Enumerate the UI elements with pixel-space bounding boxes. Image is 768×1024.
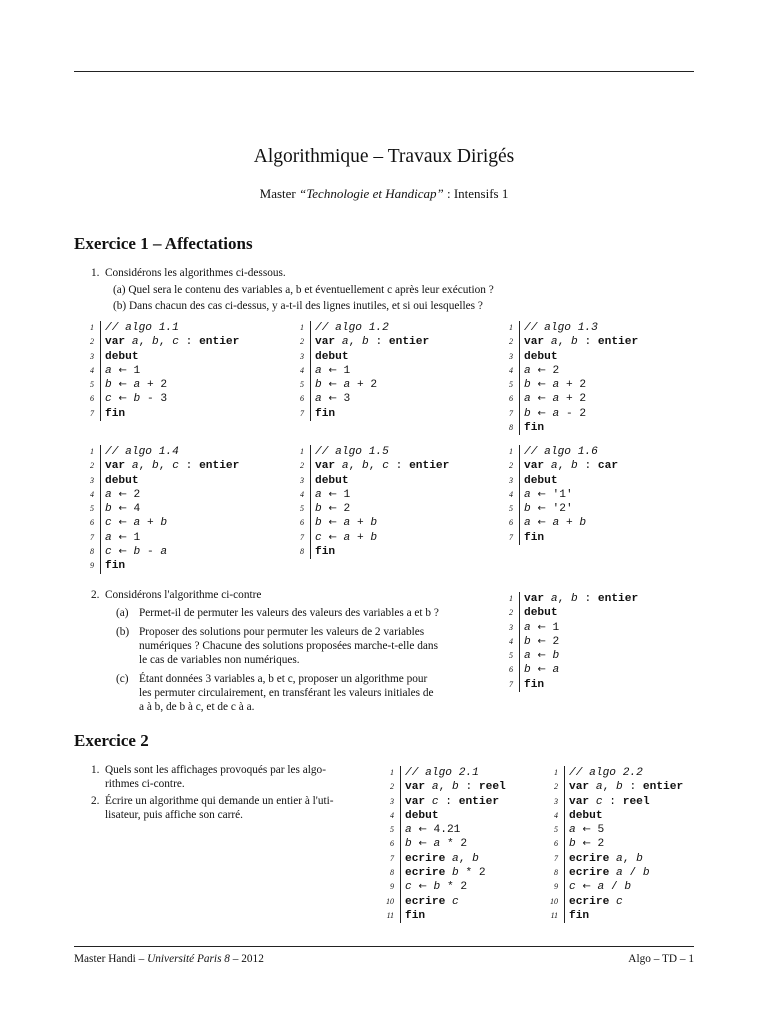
line-number: 2: [390, 782, 394, 792]
code-text: debut: [105, 350, 139, 363]
code-text: b ← 2: [569, 838, 605, 851]
code-text: var a, b : entier: [569, 781, 684, 794]
code-text: fin: [315, 407, 336, 420]
q2c-line-1: Étant données 3 variables a, b et c, proposer un algorithme pour: [139, 673, 428, 685]
q2c-line-2: les permuter circulairement, en transférant les valeurs initiales de: [139, 687, 434, 699]
code-text: ecrire c: [569, 895, 623, 908]
code-text: // algo 1.5: [315, 446, 389, 458]
line-number: 5: [90, 504, 94, 514]
line-number: 1: [90, 447, 94, 456]
exercise-1-heading: Exercice 1 – Affectations: [74, 234, 253, 253]
code-text: // algo 1.1: [105, 322, 179, 334]
q1-number: 1.: [91, 267, 100, 279]
line-number: 4: [509, 365, 513, 375]
line-number: 3: [390, 796, 394, 806]
code-text: var a, b : entier: [524, 593, 639, 605]
page-subtitle: Master “Technologie et Handicap” : Intensifs 1: [259, 186, 509, 201]
code-text: debut: [105, 474, 139, 487]
code-text: a ← 4.21: [405, 824, 461, 837]
listing-bar: [519, 321, 520, 435]
code-text: a ← 1: [105, 531, 141, 544]
ex2-q1-line-2: rithmes ci-contre.: [105, 778, 185, 790]
code-text: // algo 1.2: [315, 322, 389, 334]
line-number: 4: [509, 636, 513, 646]
line-number: 5: [554, 825, 558, 835]
line-number: 3: [509, 475, 513, 485]
code-text: var a, b, c : entier: [105, 336, 240, 349]
code-text: fin: [315, 546, 336, 559]
code-text: a ← 2: [524, 364, 560, 377]
ex2-q1-line-1: Quels sont les affichages provoqués par les algo-: [105, 764, 326, 776]
line-number: 6: [300, 518, 304, 528]
code-text: b ← '2': [524, 503, 573, 516]
code-text: debut: [569, 809, 603, 822]
code-text: var c : reel: [569, 795, 650, 808]
q2a-label: (a): [116, 607, 129, 619]
line-number: 7: [509, 679, 513, 689]
q2a-text: Permet-il de permuter les valeurs des valeurs des variables a et b ?: [139, 607, 439, 619]
code-text: c ← a + b: [105, 517, 168, 530]
code-text: ecrire b * 2: [405, 867, 486, 880]
line-number: 3: [554, 796, 558, 806]
code-text: ecrire a / b: [569, 867, 650, 880]
listing-bar: [100, 445, 101, 574]
code-text: debut: [315, 474, 349, 487]
code-text: b ← a: [524, 664, 560, 677]
code-text: var a, b : car: [524, 460, 619, 473]
code-text: b ← a + 2: [105, 379, 168, 392]
footer-right: Algo – TD – 1: [628, 953, 694, 965]
line-number: 2: [554, 782, 558, 792]
code-text: c ← b - 3: [105, 393, 168, 406]
code-text: var a, b : entier: [524, 336, 639, 349]
q1-text: Considérons les algorithmes ci-dessous.: [105, 267, 286, 279]
line-number: 5: [90, 380, 94, 390]
code-text: // algo 1.3: [524, 322, 598, 334]
code-text: ecrire a, b: [569, 852, 643, 865]
code-text: c ← b * 2: [405, 881, 468, 894]
code-text: fin: [524, 531, 545, 544]
line-number: 9: [90, 561, 94, 571]
line-number: 8: [554, 868, 558, 878]
code-text: a ← 1: [524, 621, 560, 634]
code-text: // algo 2.1: [405, 767, 479, 779]
line-number: 9: [390, 882, 394, 892]
line-number: 7: [90, 408, 94, 418]
line-number: 2: [300, 337, 304, 347]
ex2-q2-line-1: Écrire un algorithme qui demande un entier à l'uti-: [105, 795, 334, 807]
line-number: 7: [390, 853, 394, 863]
code-text: // algo 1.6: [524, 446, 598, 458]
listing-bar: [100, 321, 101, 421]
listing-bar: [400, 766, 401, 923]
line-number: 6: [554, 839, 558, 849]
q1a-text: (a) Quel sera le contenu des variables a, b et éventuellement c après leur exécution ?: [113, 284, 494, 296]
code-text: a ← 1: [105, 364, 141, 377]
code-text: // algo 1.4: [105, 446, 179, 458]
code-text: fin: [405, 909, 426, 922]
q2-text: Considérons l'algorithme ci-contre: [105, 589, 262, 601]
code-text: a ← a + 2: [524, 393, 587, 406]
code-text: var a, b, c : entier: [105, 460, 240, 473]
q2-number: 2.: [91, 589, 100, 601]
ex2-q2-number: 2.: [91, 795, 100, 807]
code-text: b ← 2: [315, 503, 351, 516]
code-text: fin: [524, 678, 545, 691]
line-number: 6: [509, 665, 513, 675]
line-number: 7: [300, 408, 304, 418]
code-text: a ← 1: [315, 364, 351, 377]
code-text: a ← 3: [315, 393, 351, 406]
code-text: b ← 4: [105, 503, 141, 516]
q2c-label: (c): [116, 673, 129, 685]
code-text: ecrire a, b: [405, 852, 479, 865]
line-number: 6: [90, 394, 94, 404]
ex2-q2-line-2: lisateur, puis affiche son carré.: [105, 809, 243, 821]
code-text: ecrire c: [405, 895, 459, 908]
listing-bar: [519, 592, 520, 692]
top-rule: [74, 71, 694, 72]
line-number: 3: [509, 622, 513, 632]
line-number: 7: [554, 853, 558, 863]
page-title: Algorithmique – Travaux Dirigés: [253, 146, 515, 167]
line-number: 2: [300, 461, 304, 471]
code-text: var a, b : entier: [315, 336, 430, 349]
line-number: 2: [90, 461, 94, 471]
line-number: 7: [90, 532, 94, 542]
code-text: c ← b - a: [105, 546, 168, 559]
line-number: 5: [509, 380, 513, 390]
line-number: 11: [386, 910, 394, 920]
code-text: b ← a + b: [315, 517, 378, 530]
code-text: b ← a + 2: [524, 379, 587, 392]
exercise-2-heading: Exercice 2: [74, 731, 149, 750]
code-text: var a, b : reel: [405, 781, 506, 794]
line-number: 1: [390, 768, 394, 777]
line-number: 5: [300, 380, 304, 390]
code-text: debut: [524, 607, 558, 620]
footer-rule: [74, 946, 694, 947]
line-number: 8: [300, 547, 304, 557]
line-number: 8: [509, 423, 513, 433]
line-number: 1: [509, 447, 513, 456]
line-number: 4: [90, 489, 94, 499]
line-number: 8: [90, 547, 94, 557]
line-number: 6: [300, 394, 304, 404]
code-text: fin: [105, 560, 126, 573]
line-number: 6: [509, 394, 513, 404]
q2b-line-2: numériques ? Chacune des solutions proposées marche-t-elle dans: [139, 640, 438, 652]
line-number: 2: [509, 461, 513, 471]
q2b-label: (b): [116, 626, 130, 638]
line-number: 4: [390, 810, 394, 820]
q1b-text: (b) Dans chacun des cas ci-dessus, y a-t-il des lignes inutiles, et si oui lesquelles ?: [113, 300, 483, 312]
line-number: 11: [550, 910, 558, 920]
line-number: 7: [509, 408, 513, 418]
line-number: 9: [554, 882, 558, 892]
code-text: // algo 2.2: [569, 767, 643, 779]
line-number: 4: [554, 810, 558, 820]
code-text: a ← b: [524, 650, 560, 663]
line-number: 5: [509, 651, 513, 661]
line-number: 1: [554, 768, 558, 777]
code-text: fin: [524, 422, 545, 435]
listing-bar: [310, 445, 311, 559]
line-number: 4: [300, 365, 304, 375]
line-number: 3: [300, 351, 304, 361]
code-text: var a, b, c : entier: [315, 460, 450, 473]
line-number: 1: [300, 447, 304, 456]
ex2-q1-number: 1.: [91, 764, 100, 776]
listing-bar: [519, 445, 520, 545]
line-number: 3: [90, 351, 94, 361]
footer-left: Master Handi – Université Paris 8 – 2012: [74, 953, 264, 965]
code-text: a ← 2: [105, 488, 141, 501]
code-text: b ← a - 2: [524, 407, 587, 420]
code-text: a ← 5: [569, 824, 605, 837]
line-number: 8: [390, 868, 394, 878]
line-number: 3: [509, 351, 513, 361]
code-text: debut: [315, 350, 349, 363]
code-text: fin: [569, 909, 590, 922]
code-text: a ← a + b: [524, 517, 587, 530]
code-text: debut: [524, 474, 558, 487]
line-number: 5: [390, 825, 394, 835]
line-number: 1: [509, 323, 513, 332]
line-number: 7: [300, 532, 304, 542]
code-text: fin: [105, 407, 126, 420]
line-number: 6: [390, 839, 394, 849]
line-number: 7: [509, 532, 513, 542]
code-text: a ← '1': [524, 488, 573, 501]
line-number: 4: [509, 489, 513, 499]
line-number: 3: [90, 475, 94, 485]
line-number: 4: [90, 365, 94, 375]
line-number: 4: [300, 489, 304, 499]
code-text: a ← 1: [315, 488, 351, 501]
code-text: b ← a + 2: [315, 379, 378, 392]
q2c-line-3: a à b, de b à c, et de c à a.: [139, 701, 255, 713]
q2b-line-1: Proposer des solutions pour permuter les valeurs de 2 variables: [139, 626, 425, 638]
line-number: 1: [300, 323, 304, 332]
code-text: c ← a + b: [315, 531, 378, 544]
code-text: debut: [524, 350, 558, 363]
line-number: 6: [90, 518, 94, 528]
code-text: c ← a / b: [569, 881, 632, 894]
line-number: 2: [509, 608, 513, 618]
line-number: 10: [550, 896, 558, 906]
q2b-line-3: le cas de variables non numériques.: [139, 654, 300, 666]
code-text: b ← 2: [524, 635, 560, 648]
listing-bar: [564, 766, 565, 923]
line-number: 1: [90, 323, 94, 332]
line-number: 6: [509, 518, 513, 528]
line-number: 3: [300, 475, 304, 485]
line-number: 5: [300, 504, 304, 514]
line-number: 2: [509, 337, 513, 347]
listing-bar: [310, 321, 311, 421]
code-text: var c : entier: [405, 795, 500, 808]
line-number: 2: [90, 337, 94, 347]
line-number: 10: [386, 896, 394, 906]
line-number: 5: [509, 504, 513, 514]
line-number: 1: [509, 594, 513, 603]
code-text: b ← a * 2: [405, 838, 468, 851]
code-text: debut: [405, 809, 439, 822]
